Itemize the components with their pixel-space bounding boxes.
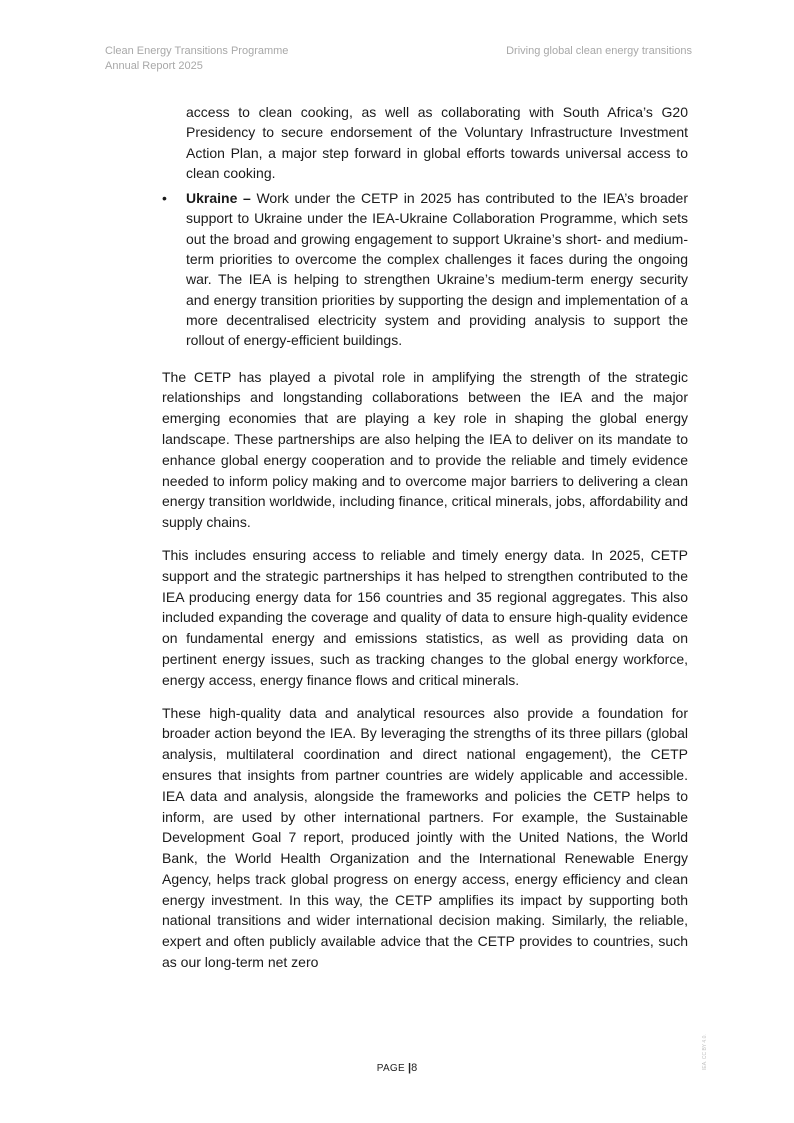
bullet-text: Work under the CETP in 2025 has contributed to the IEA’s broader support to Ukraine under the IEA-Ukraine Collaboration Programme, which sets out the broad and growing engagement to support Ukraine’s short- and medium-term priorities to overcome the complex challenges it faces during the ongoing war. The IEA is helping to strengthen Ukraine’s medium-term energy security and energy transition priorities by supporting the design and implementation of a more decentralised electricity system and providing analysis to support the rollout of energy-efficient buildings. — [186, 190, 688, 349]
license-text: IEA. CC BY 4.0. — [702, 1034, 708, 1070]
page-number: 8 — [411, 1062, 418, 1074]
page-body — [162, 102, 688, 973]
body-paragraph: This includes ensuring access to reliable and timely energy data. In 2025, CETP support and the strategic partnerships it has helped to strengthen contributed to the IEA producing energy data for 156 countries and 35 regional aggregates. This also included expanding the coverage and quality of data to ensure high-quality evidence on fundamental energy and emissions statistics, as well as providing data on pertinent energy issues, such as tracking changes to the global energy workforce, energy access, energy finance flows and critical minerals. — [162, 546, 688, 688]
page-footer — [0, 1062, 794, 1074]
license-notice — [700, 1028, 712, 1072]
continued-bullet-text: access to clean cooking, as well as collaborating with South Africa’s G20 Presidency to secure endorsement of the Voluntary Infrastructure Investment Action Plan, a major step forward in global efforts towards universal access to clean cooking. — [186, 104, 688, 181]
header-report-title: Annual Report 2025 — [105, 60, 203, 72]
page-label: PAGE — [376, 1063, 405, 1074]
running-header-right: Driving global clean energy transitions — [506, 45, 692, 57]
bullet-term: Ukraine – — [186, 190, 251, 207]
header-programme-title: Clean Energy Transitions Programme — [105, 45, 289, 57]
body-paragraph: These high-quality data and analytical resources also provide a foundation for broader action beyond the IEA. By leveraging the strengths of its three pillars (global analysis, multilateral coordination and direct national engagement), the CETP ensures that insights from partner countries are widely applicable and accessible. IEA data and analysis, alongside the frameworks and policies the CETP helps to inform, are used by other international partners. For example, the Sustainable Development Goal 7 report, produced jointly with the United Nations, the World Bank, the World Health Organization and the International Renewable Energy Agency, helps track global progress on energy access, energy efficiency and clean energy investment. In this way, the CETP amplifies its impact by supporting both national transitions and wider international decision making. Similarly, the reliable, expert and often publicly available advice that the CETP provides to countries, such as our long-term net zero — [162, 704, 688, 971]
body-paragraph: The CETP has played a pivotal role in amplifying the strength of the strategic relationships and longstanding collaborations between the IEA and the major emerging economies that are playing a key role in shaping the global energy landscape. These partnerships are also helping the IEA to deliver on its mandate to enhance global energy cooperation and to provide the reliable and timely evidence needed to inform policy making and to overcome major barriers to delivering a clean energy transition worldwide, including finance, critical minerals, jobs, affordability and supply chains. — [162, 368, 688, 531]
running-header-left — [105, 44, 288, 74]
bullet-marker: • — [162, 190, 167, 207]
bullet-item-ukraine — [162, 188, 688, 350]
page-separator: | — [408, 1062, 412, 1074]
